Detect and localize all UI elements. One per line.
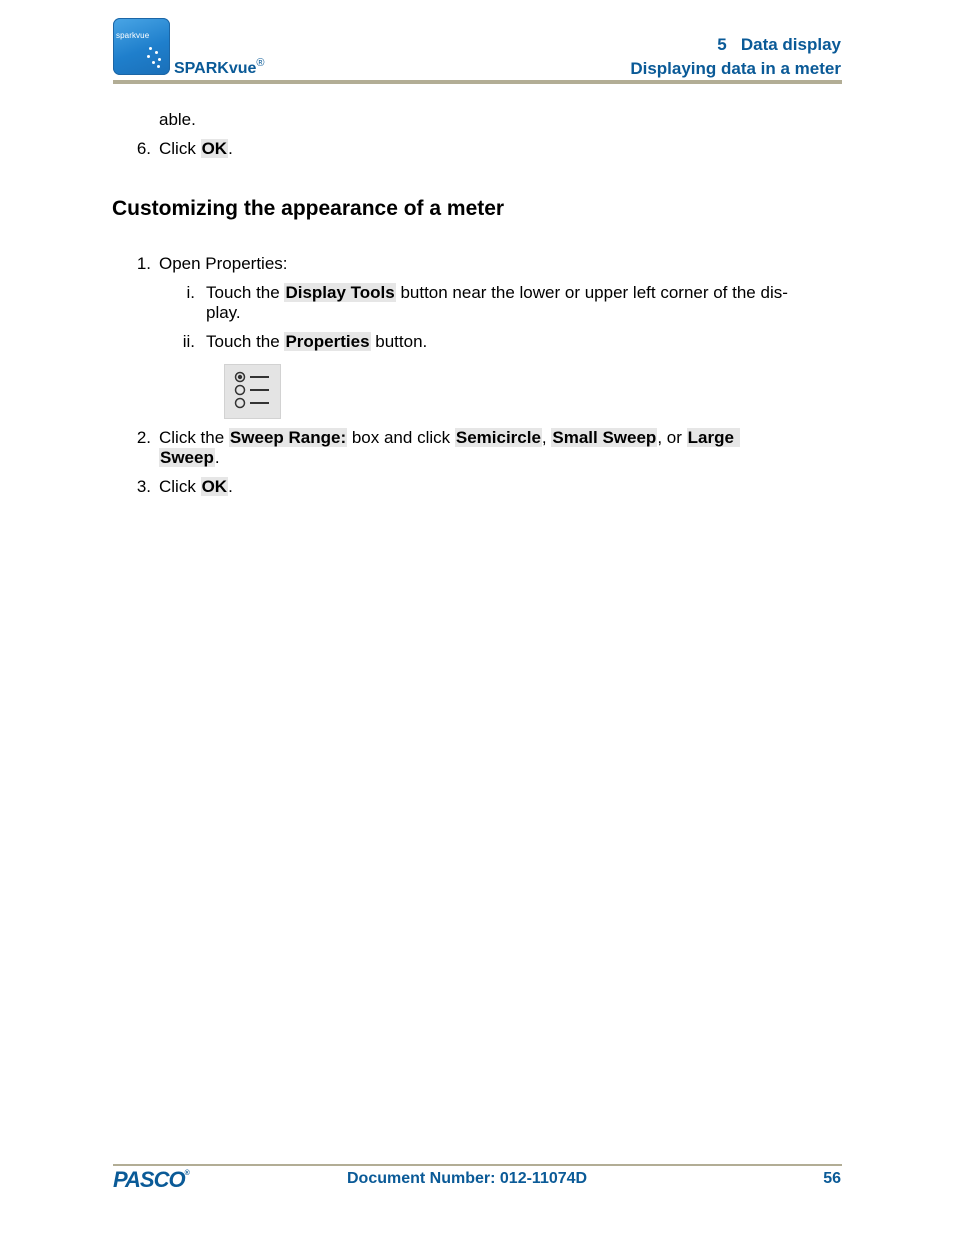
chapter-title: 5 Data display — [717, 35, 841, 54]
sparkvue-logo — [113, 18, 170, 75]
logo-dot — [158, 58, 161, 61]
step-number: 6. — [136, 139, 151, 158]
step-number: 1. — [136, 254, 151, 273]
step-number: 2. — [136, 428, 151, 447]
small-sweep-ref: Small Sweep — [552, 428, 657, 447]
step-3: Click OK. — [159, 477, 233, 496]
continued-text: able. — [159, 110, 196, 129]
chapter-header — [630, 33, 841, 81]
substep-ii: Touch the Properties button. — [206, 332, 428, 351]
ok-button-ref: OK — [201, 477, 228, 496]
page-number: 56 — [823, 1170, 841, 1187]
logo-dot — [152, 61, 155, 64]
display-tools-button-ref: Display Tools — [285, 283, 395, 302]
logo-dot — [157, 65, 160, 68]
logo-dot — [155, 51, 158, 54]
properties-list-icon — [224, 364, 281, 419]
brand-name: SPARKvue® — [174, 57, 265, 77]
substep-i-line2: play. — [206, 303, 241, 322]
footer-rule — [113, 1164, 842, 1166]
substep-i-line1: Touch the Display Tools button near the lower or upper left corner of the dis- — [206, 283, 788, 302]
step-2-line1: Click the Sweep Range: box and click Semicircle, Small Sweep, or Large — [159, 428, 739, 447]
step-2-line2: Sweep. — [160, 448, 220, 467]
document-number: Document Number: 012-11074D — [347, 1170, 588, 1187]
step-6: Click OK. — [159, 139, 233, 158]
large-sweep-ref-cont: Sweep — [160, 448, 214, 467]
sweep-range-ref: Sweep Range: — [229, 428, 347, 447]
substep-number: ii. — [182, 332, 195, 351]
step-1: Open Properties: — [159, 254, 288, 273]
pasco-logo: PASCO® — [113, 1167, 189, 1192]
properties-button-ref: Properties — [285, 332, 370, 351]
logo-dot — [149, 47, 152, 50]
header-rule — [113, 80, 842, 84]
section-title: Displaying data in a meter — [630, 59, 841, 78]
step-number: 3. — [136, 477, 151, 496]
section-heading: Customizing the appearance of a meter — [112, 197, 505, 220]
logo-text: sparkvue — [116, 31, 150, 40]
semicircle-ref: Semicircle — [455, 428, 541, 447]
ok-button-ref: OK — [201, 139, 228, 158]
substep-number: i. — [186, 283, 195, 302]
logo-dot — [147, 55, 150, 58]
large-sweep-ref: Large — [687, 428, 739, 447]
